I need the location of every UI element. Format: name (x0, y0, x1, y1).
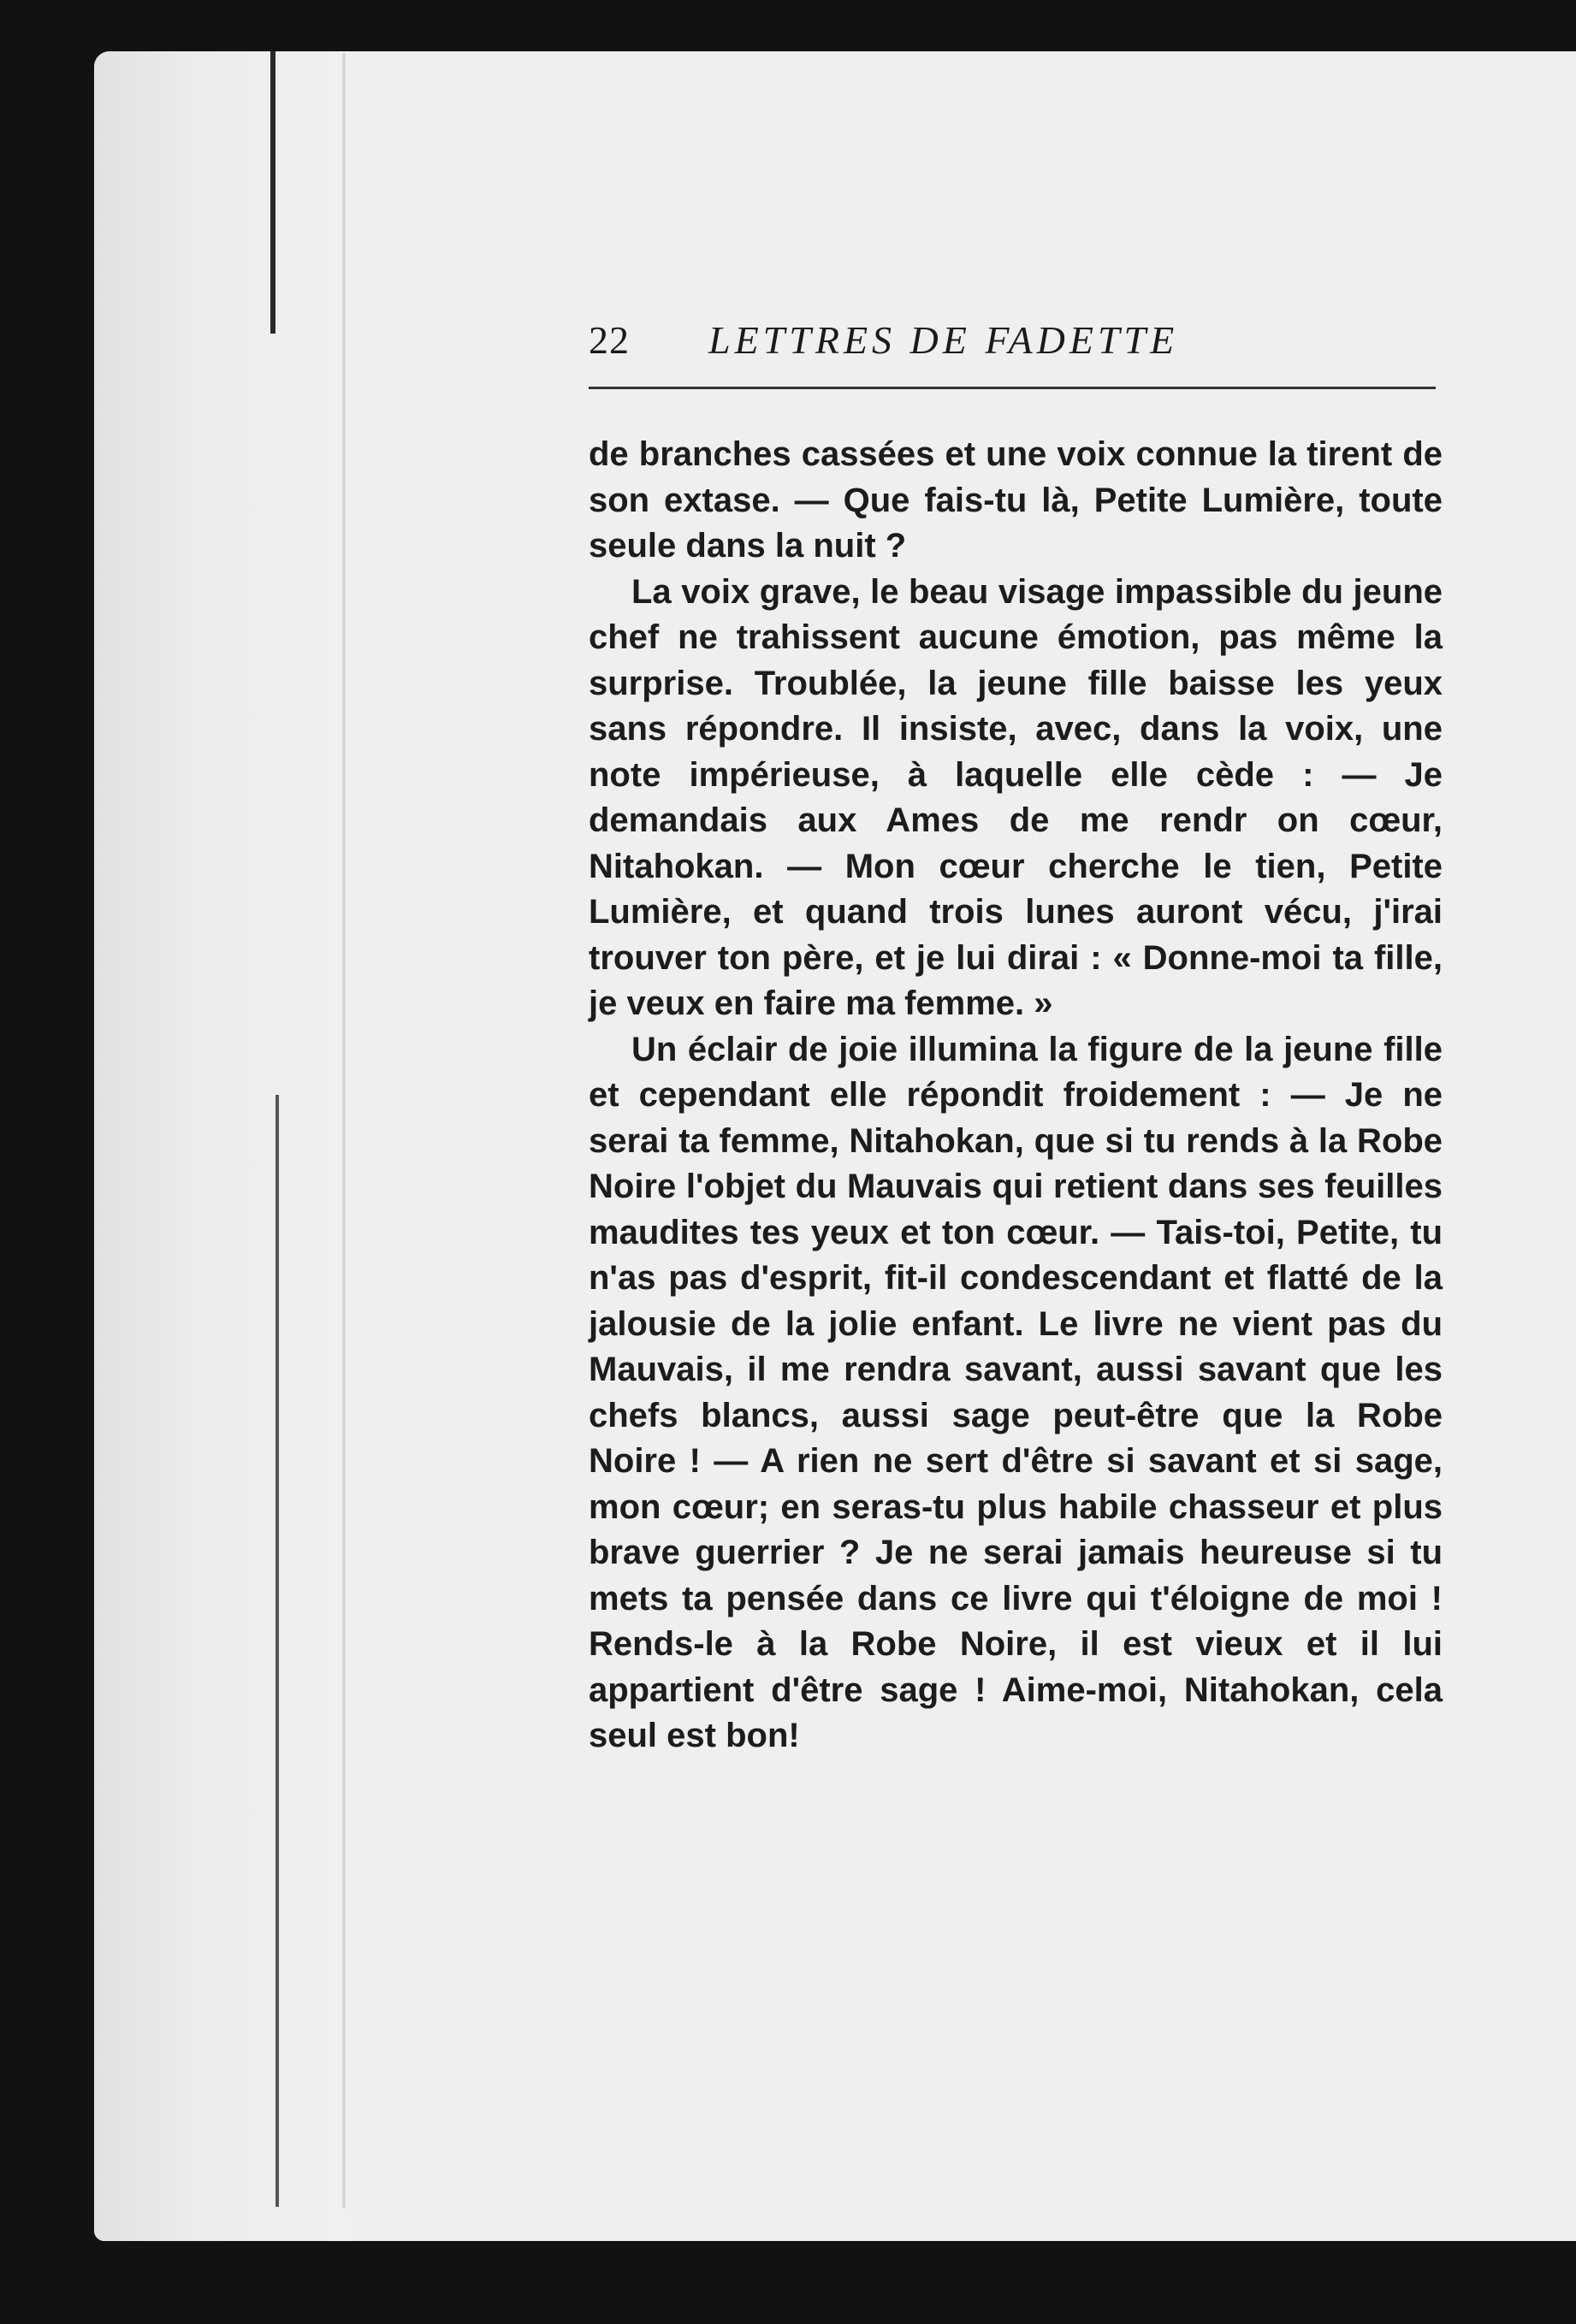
page-number: 22 (589, 318, 630, 362)
page-content (589, 316, 1443, 1759)
page-fold-line (342, 53, 346, 2209)
running-title: LETTRES DE FADETTE (708, 318, 1179, 362)
paragraph: Un éclair de joie illumina la figure de la jeune fille et cependant elle répondit froidement : — Je ne serai ta femme, Nitahokan, que si tu rends à la Robe Noire l'objet du Mauvais qui retient dans ses feuilles maudites tes yeux et ton cœur. — Tais-toi, Petite, tu n'as pas d'esprit, fit-il condescendant et flatté de la jalousie de la jolie enfant. Le livre ne vient pas du Mauvais, il me rendra savant, aussi savant que les chefs blancs, aussi sage peut-être que la Robe Noire ! — A rien ne sert d'être si savant et si sage, mon cœur; en seras-tu plus habile chasseur et plus brave guerrier ? Je ne serai jamais heureuse si tu mets ta pensée dans ce livre qui t'éloigne de moi ! Rends-le à la Robe Noire, il est vieux et il lui appartient d'être sage ! Aime-moi, Nitahokan, cela seul est bon! (589, 1030, 1443, 1754)
binding-edge (276, 1095, 279, 2207)
header-rule (589, 387, 1436, 389)
page-gutter (94, 51, 351, 2241)
binding-edge (270, 51, 276, 334)
paragraph: La voix grave, le beau visage impassible du jeune chef ne trahissent aucune émotion, pas même la surprise. Troublée, la jeune fille baisse les yeux sans répondre. Il insiste, avec, dans la voix, une note impérieuse, à laquelle elle cède : — Je demandais aux Ames de me rendr on cœur, Nitahokan. — Mon cœur cherche le tien, Petite Lumière, et quand trois lunes auront vécu, j'irai trouver ton père, et je lui dirai : « Donne-moi ta fille, je veux en faire ma femme. » (589, 572, 1443, 1022)
running-header (589, 316, 1443, 364)
paragraph: de branches cassées et une voix connue la tirent de son extase. — Que fais-tu là, Petite Lumière, toute seule dans la nuit ? (589, 435, 1443, 565)
body-text (589, 432, 1443, 1759)
